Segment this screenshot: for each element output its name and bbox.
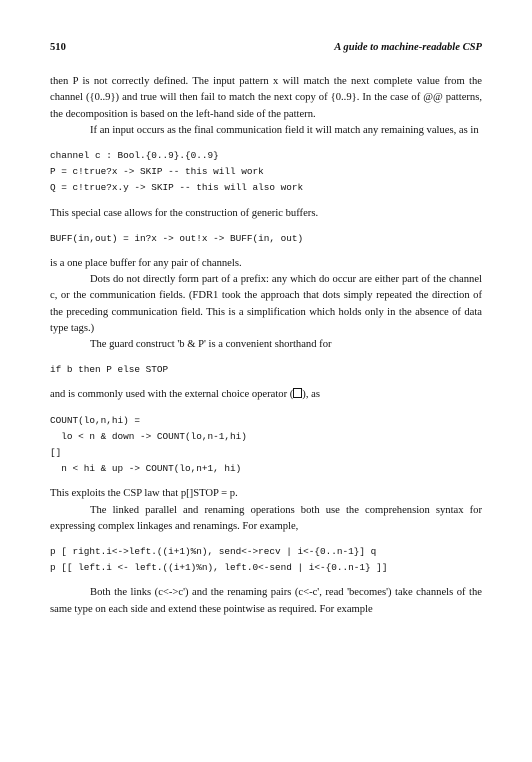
code-line: P = c!true?x -> SKIP -- this will work [50, 166, 264, 178]
paragraph-8: This exploits the CSP law that p[]STOP = p. [50, 488, 238, 500]
paragraph-10: Both the links (c<->c') and the renaming pairs (c<-c', read 'becomes') take channels of the same type on each side and extend these pointwise as required. For example [50, 587, 482, 615]
paragraph-3: This special case allows for the construction of generic buffers. [50, 207, 319, 219]
code-line: p [[ left.i <- left.((i+1)%n), left.0<-send | i<-{0..n-1} ]] [50, 562, 388, 574]
code-line: COUNT(lo,n,hi) = [50, 414, 141, 426]
code-line: [] [50, 447, 62, 459]
code-block-2: BUFF(in,out) = in?x -> out!x -> BUFF(in, out) [50, 232, 304, 244]
paragraph-7-after: ), as [302, 389, 320, 401]
code-line: lo < n & down -> COUNT(lo,n-1,hi) [50, 430, 247, 442]
code-block-1 [50, 148, 482, 197]
paragraph-6: The guard construct 'b & P' is a convenient shorthand for [90, 339, 332, 351]
external-choice-box-icon [293, 388, 302, 398]
code-line: channel c : Bool.{0..9}.{0..9} [50, 150, 219, 162]
paragraph-2: If an input occurs as the final communication field it will match any remaining values, as in [90, 124, 479, 136]
paragraph-7 [50, 387, 482, 403]
code-block-3: if b then P else STOP [50, 364, 169, 376]
paragraph-4: is a one place buffer for any pair of channels. [50, 258, 242, 270]
paragraph-7-before: and is commonly used with the external choice operator ( [50, 389, 294, 401]
paragraph-1: then P is not correctly defined. The input pattern x will match the next complete value from the channel ({0..9}) and true will then fail to match the next copy of {0..9}. In the case of @@ patterns, the decomposition is based on the left-hand side of the pattern. [50, 76, 482, 120]
page [50, 40, 482, 618]
code-line: p [ right.i<->left.((i+1)%n), send<->recv | i<-{0..n-1}] q [50, 546, 377, 558]
page-header [50, 40, 482, 56]
paragraph-9: The linked parallel and renaming operations both use the comprehension syntax for expressing complex linkages and renamings. For example, [50, 504, 482, 532]
code-block-4 [50, 413, 482, 478]
running-title: A guide to machine-readable CSP [334, 42, 482, 53]
page-number: 510 [50, 42, 66, 53]
paragraph-5: Dots do not directly form part of a prefix: any which do occur are either part of the channel c, or the communication fields. (FDR1 took the approach that dots simply repeated the direction of the preceding communication field. This is a simplification which holds only in the absence of data type tags.) [50, 274, 482, 334]
code-block-5 [50, 544, 482, 576]
code-line: n < hi & up -> COUNT(lo,n+1, hi) [50, 463, 242, 475]
code-line: Q = c!true?x.y -> SKIP -- this will also work [50, 182, 304, 194]
